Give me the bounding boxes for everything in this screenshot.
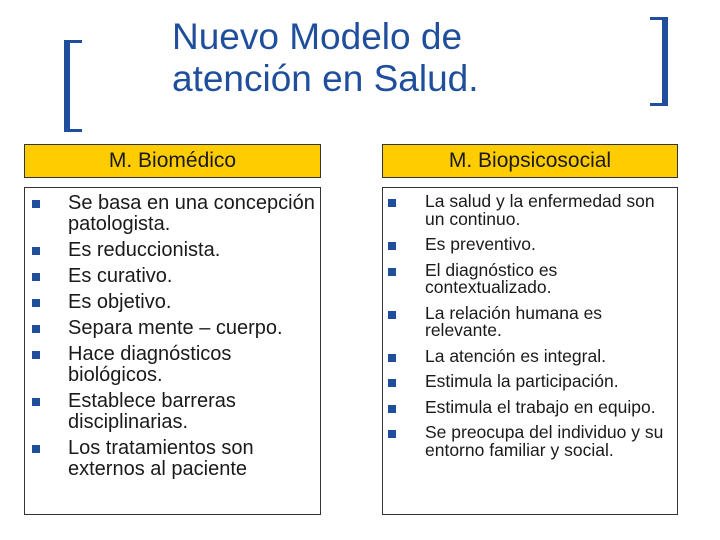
list-item — [32, 344, 317, 386]
square-bullet-icon — [32, 273, 40, 281]
square-bullet-icon — [388, 242, 396, 250]
list-item-text: Se basa en una concepción patologista. — [68, 192, 315, 235]
biopsychosocial-model-list — [388, 193, 676, 467]
square-bullet-icon — [388, 199, 396, 207]
square-bullet-icon — [32, 200, 40, 208]
list-item-text: Es objetivo. — [68, 291, 172, 313]
square-bullet-icon — [388, 430, 396, 438]
list-item-text: Estimula la participación. — [425, 371, 619, 391]
list-item — [388, 259, 676, 297]
square-bullet-icon — [388, 268, 396, 276]
list-item-text: Hace diagnósticos biológicos. — [68, 343, 232, 386]
list-item — [388, 236, 676, 254]
list-item — [32, 240, 317, 261]
square-bullet-icon — [32, 247, 40, 255]
list-item — [32, 266, 317, 287]
square-bullet-icon — [32, 445, 40, 453]
square-bullet-icon — [32, 325, 40, 333]
list-item-text: Se preocupa del individuo y su entorno familiar y social. — [425, 422, 664, 460]
list-item-text: Es preventivo. — [425, 234, 536, 254]
list-item — [32, 438, 317, 480]
list-item-text: Separa mente – cuerpo. — [68, 317, 283, 339]
list-item — [388, 345, 676, 366]
slide-title-line-2: atención en Salud. — [172, 58, 479, 99]
list-item-text: Los tratamientos son externos al paciente — [68, 437, 254, 480]
biopsychosocial-model-header: M. Biopsicosocial — [382, 144, 678, 178]
list-item — [32, 193, 317, 235]
biomedical-model-list — [32, 193, 317, 485]
square-bullet-icon — [388, 405, 396, 413]
square-bullet-icon — [32, 299, 40, 307]
list-item-text: La relación humana es relevante. — [425, 302, 603, 340]
list-item — [388, 193, 676, 228]
list-item — [388, 396, 676, 417]
list-item-text: El diagnóstico es contextualizado. — [425, 259, 558, 297]
list-item-text: Estimula el trabajo en equipo. — [425, 396, 656, 417]
square-bullet-icon — [32, 398, 40, 406]
list-item-text: Establece barreras disciplinarias. — [68, 390, 236, 433]
right-bracket-decoration — [650, 17, 668, 106]
square-bullet-icon — [388, 311, 396, 319]
list-item — [388, 373, 676, 391]
list-item-text: La salud y la enfermedad son un continuo. — [425, 191, 655, 229]
square-bullet-icon — [32, 351, 40, 359]
list-item — [388, 424, 676, 459]
slide-title — [172, 16, 632, 100]
list-item — [32, 292, 317, 313]
list-item-text: Es reduccionista. — [68, 239, 221, 261]
square-bullet-icon — [388, 379, 396, 387]
biomedical-model-header: M. Biomédico — [24, 144, 321, 178]
list-item-text: Es curativo. — [68, 265, 173, 287]
list-item — [32, 391, 317, 433]
list-item — [32, 318, 317, 339]
slide-title-line-1: Nuevo Modelo de — [172, 16, 463, 57]
list-item — [388, 302, 676, 340]
list-item-text: La atención es integral. — [425, 345, 606, 366]
left-bracket-decoration — [64, 40, 82, 132]
square-bullet-icon — [388, 354, 396, 362]
